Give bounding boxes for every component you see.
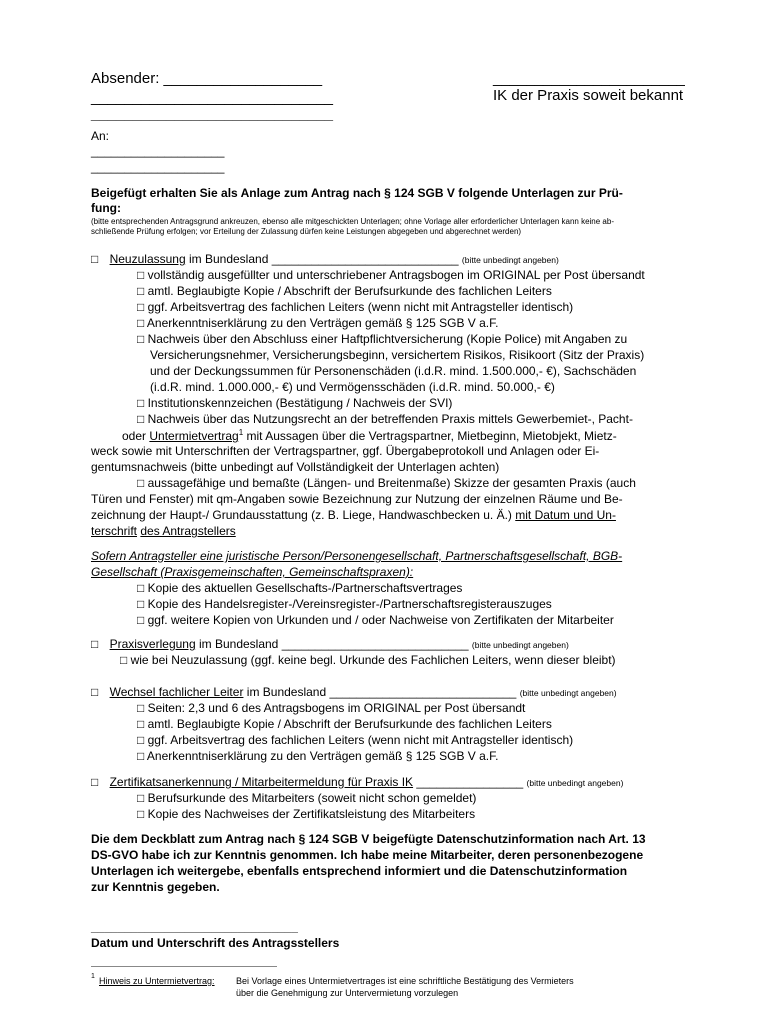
footnote-number: 1 [91,973,95,980]
neuzulassung-row [91,252,559,266]
juristic-item: □ ggf. weitere Kopien von Urkunden und / oder Nachweise von Zertifikaten der Mitarbeiter [137,613,614,627]
sender-line-2: _____________________________ [91,89,333,106]
ik-label: IK der Praxis soweit bekannt [493,87,684,104]
checkbox[interactable]: □ [137,613,145,627]
neuzulassung-label: Neuzulassung [109,252,186,266]
checkbox[interactable]: □ [137,412,145,426]
checkbox[interactable]: □ [91,637,99,651]
usage-line-2: oder Untermietvertrag$^1$ mit Aussagen über die Vertragspartner, Mietbeginn, Mietobjekt, Mietz- [122,428,617,443]
intro-title-1: Beigefügt erhalten Sie als Anlage zum Antrag nach § 124 SGB V folgende Unterlagen zur Prü- [91,186,623,200]
intro-note-1: (bitte entsprechenden Antragsgrund ankreuzen, ebenso alle mitgeschickten Unterlagen; ohne Vorlage aller erforderlicher Unterlagen kann keine ab- [91,217,614,226]
checkbox[interactable]: □ [137,396,145,410]
insurance-line-2: Versicherungsnehmer, Versicherungsbeginn, versichertem Risikos, Risikoort (Sitz der Praxis) [150,348,645,362]
checkbox[interactable]: □ [137,749,145,763]
wechsel-item: □ Anerkenntniserklärung zu den Verträgen gemäß § 125 SGB V a.F. [137,749,499,763]
sketch-line-3: zeichnung der Haupt-/ Grundausstattung (z. B. Liege, Handwaschbecken u. Ä.) mit Datum und Un- [91,508,616,522]
juristic-line-2: Gesellschaft (Praxisgemeinschaften, Gemeinschaftspraxen): [91,565,414,579]
wechsel-row: □ Wechsel fachlicher Leiter im Bundesland ____________________________ (bitte unbedingt angeben) [91,685,617,699]
sketch-line-4: terschrift des Antragstellers [91,524,236,538]
wechsel-item: □ ggf. Arbeitsvertrag des fachlichen Leiters (wenn nicht mit Antragsteller identisch) [137,733,574,747]
signature-line: _______________________________ [91,920,298,934]
footnote-text-2: über die Genehmigung zur Untervermietung vorzulegen [236,988,459,998]
checkbox[interactable]: □ [91,775,99,789]
checkbox[interactable]: □ [91,252,99,266]
checkbox[interactable]: □ [137,733,145,747]
juristic-line-1: Sofern Antragsteller eine juristische Person/Personengesellschaft, Partnerschaftsgesellschaft, BGB- [91,549,623,563]
usage-item: □ Nachweis über das Nutzungsrecht an der betreffenden Praxis mittels Gewerbemiet-, Pacht- [137,412,633,426]
sender-line-3: _____________________________ [91,105,333,122]
checkbox[interactable]: □ [137,316,145,330]
neuzulassung-item: □ Anerkenntniserklärung zu den Verträgen gemäß § 125 SGB V a.F. [137,316,499,330]
privacy-line-3: Unterlagen ich weitergebe, ebenfalls entsprechend informiert und die Datenschutzinformation [91,864,628,878]
verlegung-label: Praxisverlegung [109,637,196,651]
juristic-item: □ Kopie des aktuellen Gesellschafts-/Partnerschaftsvertrages [137,581,463,595]
privacy-line-1: Die dem Deckblatt zum Antrag nach § 124 SGB V beigefügte Datenschutzinformation nach Art. 13 [91,832,646,846]
intro-title-2: fung: [91,201,121,215]
footnote-text-1: Bei Vorlage eines Untermietvertrages ist eine schriftliche Bestätigung des Vermieters [236,976,574,986]
intro-note-2: schließende Prüfung erfolgen; vor Erteilung der Zulassung dürfen keine Leistungen abgegeben und abgerechnet werden) [91,227,522,236]
footnote-ref: 1 [238,428,244,437]
checkbox[interactable]: □ [120,653,128,667]
privacy-line-4: zur Kenntnis gegeben. [91,880,220,894]
checkbox[interactable]: □ [137,300,145,314]
checkbox[interactable]: □ [137,581,145,595]
wechsel-label: Wechsel fachlicher Leiter [109,685,244,699]
neuzulassung-item: □ ggf. Arbeitsvertrag des fachlichen Leiters (wenn nicht mit Antragsteller identisch) [137,300,574,314]
footnote-separator [91,966,277,967]
ik-item: □ Institutionskennzeichen (Bestätigung / Nachweis der SVI) [137,396,453,410]
checkbox[interactable]: □ [137,717,145,731]
privacy-line-2: DS-GVO habe ich zur Kenntnis genommen. Ich habe meine Mitarbeiter, deren personenbezogene [91,848,644,862]
neuzulassung-item: □ vollständig ausgefüllter und unterschriebener Antragsbogen im ORIGINAL per Post übersandt [137,268,645,282]
untermietvertrag-link: Untermietvertrag [149,429,239,443]
footnote-title: Hinweis zu Untermietvertrag: [99,976,215,986]
sketch-line-2: Türen und Fenster) mit qm-Angaben sowie Bezeichnung zur Nutzung der einzelnen Räume und Be- [91,492,623,506]
wechsel-item: □ Seiten: 2,3 und 6 des Antragsbogens im ORIGINAL per Post übersandt [137,701,526,715]
zertifikat-row: □ Zertifikatsanerkennung / Mitarbeitermeldung für Praxis IK ________________ (bitte unbedingt angeben) [91,775,624,789]
to-line-1: ____________________ [91,144,225,158]
neuzulassung-item: □ amtl. Beglaubigte Kopie / Abschrift der Berufsurkunde des fachlichen Leiters [137,284,552,298]
checkbox[interactable]: □ [137,791,145,805]
insurance-line-4: (i.d.R. mind. 1.000.000,- €) und Vermögensschäden (i.d.R. mind. 50.000,- €) [150,380,555,394]
neuzulassung-hint: (bitte unbedingt angeben) [461,255,559,265]
insurance-line-3: und der Deckungssummen für Personenschäden (i.d.R. mind. 1.500.000,- €), Sachschäden [150,364,637,378]
juristic-item: □ Kopie des Handelsregister-/Vereinsregister-/Partnerschaftsregisterauszuges [137,597,552,611]
signature-label: Datum und Unterschrift des Antragsstellers [91,936,340,950]
checkbox[interactable]: □ [137,597,145,611]
usage-line-4: gentumsnachweis (bitte unbedingt auf Vollständigkeit der Unterlagen achten) [91,460,500,474]
checkbox[interactable]: □ [91,685,99,699]
sketch-item: □ aussagefähige und bemaßte (Längen- und Breitenmaße) Skizze der gesamten Praxis (auch [137,476,636,490]
to-line-2: ____________________ [91,160,225,174]
neuzulassung-suffix: im Bundesland ____________________________ [185,252,459,266]
checkbox[interactable]: □ [137,268,145,282]
checkbox[interactable]: □ [137,476,145,490]
zertifikat-item: □ Kopie des Nachweises der Zertifikatsleistung des Mitarbeiters [137,807,476,821]
zertifikat-label: Zertifikatsanerkennung / Mitarbeitermeldung für Praxis IK [109,775,414,789]
checkbox[interactable]: □ [137,807,145,821]
usage-line-3: weck sowie mit Unterschriften der Vertragspartner, ggf. Übergabeprotokoll und Anlagen oder Ei- [91,444,600,458]
wechsel-item: □ amtl. Beglaubigte Kopie / Abschrift der Berufsurkunde des fachlichen Leiters [137,717,552,731]
checkbox[interactable]: □ [137,701,145,715]
checkbox[interactable]: □ [137,332,145,346]
sender-label: Absender: ___________________ [91,70,323,87]
verlegung-item: □ wie bei Neuzulassung (ggf. keine begl. Urkunde des Fachlichen Leiters, wenn dieser bleibt) [120,653,616,667]
verlegung-row: □ Praxisverlegung im Bundesland ____________________________ (bitte unbedingt angeben) [91,637,569,651]
insurance-item: □ Nachweis über den Abschluss einer Haftpflichtversicherung (Kopie Police) mit Angaben zu [137,332,628,346]
ik-line: _______________________ [493,70,685,87]
to-label: An: [91,129,110,143]
checkbox[interactable]: □ [137,284,145,298]
zertifikat-item: □ Berufsurkunde des Mitarbeiters (soweit nicht schon gemeldet) [137,791,477,805]
